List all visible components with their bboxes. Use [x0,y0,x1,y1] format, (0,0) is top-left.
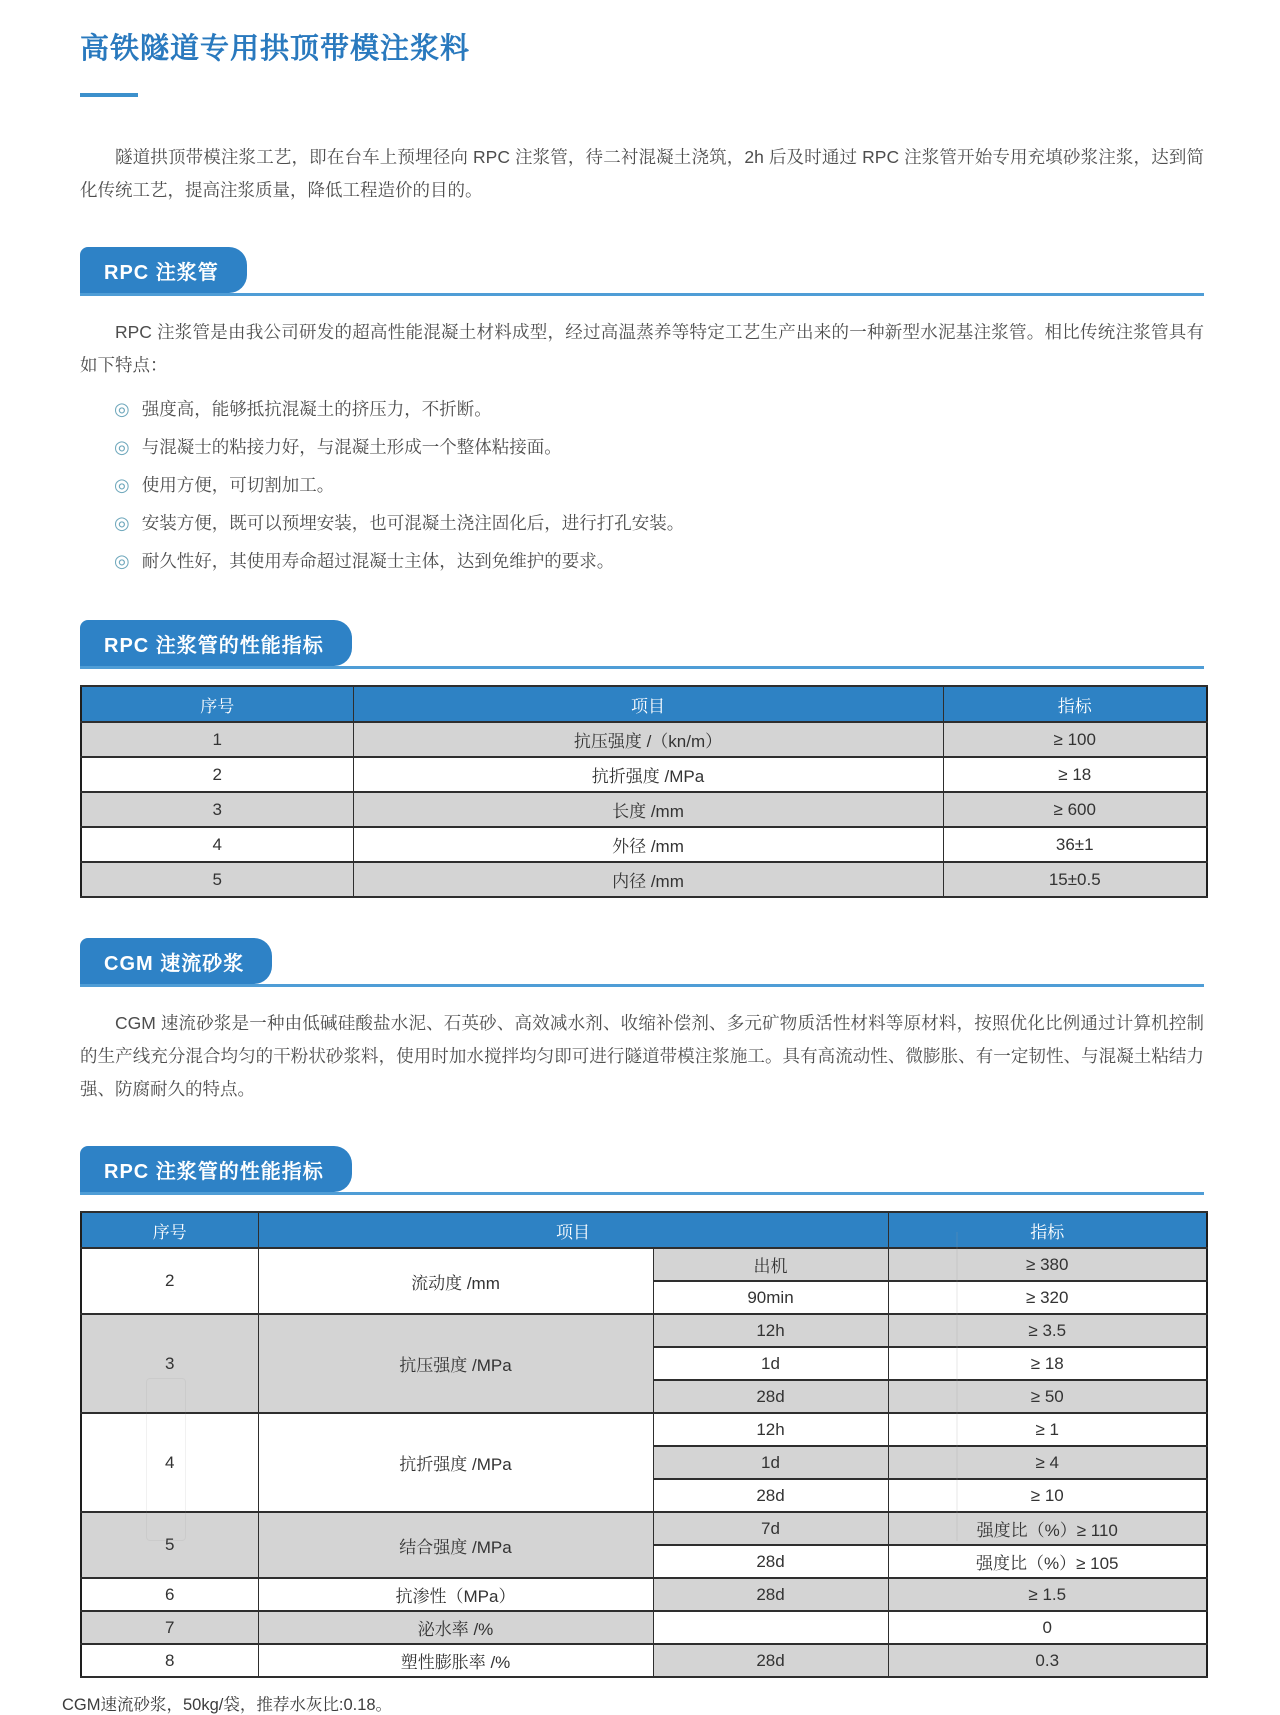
sub-item-cell: 12h [653,1413,888,1446]
page-title: 高铁隧道专用拱顶带模注浆料 [80,33,471,65]
sub-item-cell: 28d [653,1380,888,1413]
sub-item-cell: 1d [653,1347,888,1380]
section-tab-cgm: CGM 速流砂浆 [80,938,272,984]
value-cell: ≥ 4 [888,1446,1207,1479]
item-cell: 泌水率 /% [258,1611,653,1644]
item-cell: 抗压强度 /MPa [258,1314,653,1413]
value-cell: 强度比（%）≥ 110 [888,1512,1207,1545]
value-cell: ≥ 18 [888,1347,1207,1380]
item-cell: 流动度 /mm [258,1248,653,1314]
row-number-cell: 4 [81,827,353,862]
bullet-icon: ◎ [114,475,130,495]
column-header: 序号 [81,686,353,722]
item-cell: 结合强度 /MPa [258,1512,653,1578]
column-header: 项目 [258,1212,888,1248]
item-cell: 塑性膨胀率 /% [258,1644,653,1677]
value-cell: ≥ 380 [888,1248,1207,1281]
bullet-icon: ◎ [114,551,130,571]
section-header-cgm [80,938,1204,987]
row-number-cell: 1 [81,722,353,757]
bullet-icon: ◎ [114,399,130,419]
item-cell: 抗折强度 /MPa [258,1413,653,1512]
section-tab-rpc-table: RPC 注浆管的性能指标 [80,620,352,666]
sub-item-cell: 7d [653,1512,888,1545]
row-number-cell: 2 [81,1248,258,1314]
sub-item-cell: 90min [653,1281,888,1314]
value-cell: ≥ 1 [888,1413,1207,1446]
column-header: 指标 [888,1212,1207,1248]
table-header [81,686,1207,722]
rpc-performance-table [80,685,1208,898]
sub-item-cell: 出机 [653,1248,888,1281]
sub-item-cell: 28d [653,1578,888,1611]
feature-text: 强度高，能够抵抗混凝土的挤压力，不折断。 [141,399,492,419]
cgm-performance-table [80,1211,1208,1678]
section-header-cgm-table [80,1146,1204,1195]
sub-item-cell: 28d [653,1644,888,1677]
section-tab-rpc-pipe: RPC 注浆管 [80,247,247,293]
table-body [81,722,1207,897]
value-cell: ≥ 50 [888,1380,1207,1413]
sub-item-cell: 28d [653,1479,888,1512]
row-number-cell: 5 [81,862,353,897]
value-cell: 0.3 [888,1644,1207,1677]
value-cell: 0 [888,1611,1207,1644]
value-cell: ≥ 10 [888,1479,1207,1512]
value-cell: 15±0.5 [943,862,1207,897]
section-header-rpc-table [80,620,1204,669]
intro-paragraph: 隧道拱顶带模注浆工艺，即在台车上预埋径向 RPC 注浆管，待二衬混凝土浇筑，2h 后及时通过 RPC 注浆管开始专用充填砂浆注浆，达到简化传统工艺，提高注浆质量，降低工程造价的目的。 [80,147,1204,200]
section-tab-cgm-table: RPC 注浆管的性能指标 [80,1146,352,1192]
value-cell: ≥ 320 [888,1281,1207,1314]
feature-item [114,428,1204,466]
feature-text: 与混凝士的粘接力好，与混凝土形成一个整体粘接面。 [141,437,562,457]
table-body [81,1248,1207,1677]
value-cell: 36±1 [943,827,1207,862]
item-cell: 长度 /mm [353,792,943,827]
value-cell: ≥ 100 [943,722,1207,757]
feature-item [114,466,1204,504]
feature-item [114,390,1204,428]
sub-item-cell: 1d [653,1446,888,1479]
table-header [81,1212,1207,1248]
bullet-icon: ◎ [114,513,130,533]
section-header-rpc-pipe [80,247,1204,296]
sub-item-cell [653,1611,888,1644]
rpc-pipe-description: RPC 注浆管是由我公司研发的超高性能混凝土材料成型，经过高温蒸养等特定工艺生产出来的一种新型水泥基注浆管。相比传统注浆管具有如下特点： [80,322,1204,375]
feature-text: 安装方便，既可以预埋安装，也可混凝土浇注固化后，进行打孔安装。 [141,513,685,533]
rpc-feature-list [80,390,1204,580]
row-number-cell: 3 [81,792,353,827]
row-number-cell: 5 [81,1512,258,1578]
item-cell: 抗折强度 /MPa [353,757,943,792]
item-cell: 抗压强度 /（kn/m） [353,722,943,757]
row-number-cell: 2 [81,757,353,792]
value-cell: 强度比（%）≥ 105 [888,1545,1207,1578]
feature-text: 耐久性好，其使用寿命超过混凝士主体，达到免维护的要求。 [141,551,615,571]
feature-item [114,504,1204,542]
table-footnote: CGM速流砂浆，50kg/袋，推荐水灰比:0.18。 [62,1696,393,1714]
row-number-cell: 4 [81,1413,258,1512]
sub-item-cell: 28d [653,1545,888,1578]
column-header: 序号 [81,1212,258,1248]
value-cell: ≥ 1.5 [888,1578,1207,1611]
row-number-cell: 8 [81,1644,258,1677]
row-number-cell: 6 [81,1578,258,1611]
sub-item-cell: 12h [653,1314,888,1347]
row-number-cell: 3 [81,1314,258,1413]
value-cell: ≥ 18 [943,757,1207,792]
item-cell: 外径 /mm [353,827,943,862]
title-underline [80,93,138,97]
value-cell: ≥ 600 [943,792,1207,827]
feature-item [114,542,1204,580]
column-header: 指标 [943,686,1207,722]
column-header: 项目 [353,686,943,722]
item-cell: 内径 /mm [353,862,943,897]
item-cell: 抗渗性（MPa） [258,1578,653,1611]
feature-text: 使用方便，可切割加工。 [141,475,335,495]
row-number-cell: 7 [81,1611,258,1644]
bullet-icon: ◎ [114,437,130,457]
value-cell: ≥ 3.5 [888,1314,1207,1347]
cgm-description: CGM 速流砂浆是一种由低碱硅酸盐水泥、石英砂、高效减水剂、收缩补偿剂、多元矿物质活性材料等原材料，按照优化比例通过计算机控制的生产线充分混合均匀的干粉状砂浆料，使用时加水搅拌均匀即可进行隧道带模注浆施工。具有高流动性、微膨胀、有一定韧性、与混凝土粘结力强、防腐耐久的特点。 [80,1013,1204,1099]
